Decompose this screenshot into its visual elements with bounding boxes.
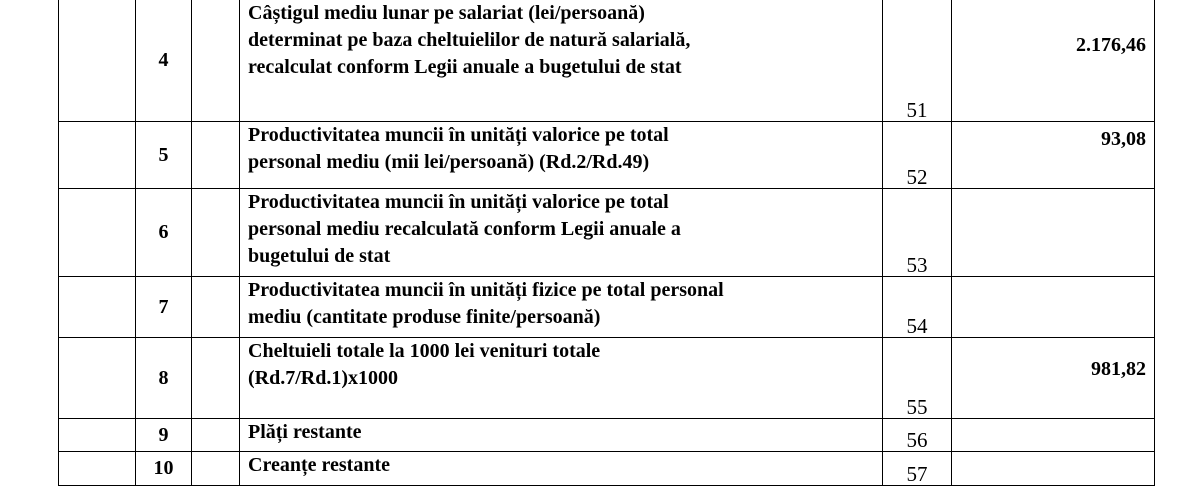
outer-cell xyxy=(59,0,136,122)
table-row xyxy=(59,189,1155,277)
indicator-value xyxy=(952,277,1155,338)
indicator-value: 2.176,46 xyxy=(952,0,1155,122)
outer-cell xyxy=(59,338,136,419)
blank-cell xyxy=(192,277,240,338)
indicator-description: Productivitatea muncii în unități fizice pe total personal mediu (cantitate produse finite/persoană) xyxy=(240,277,883,338)
indicator-description: Câștigul mediu lunar pe salariat (lei/persoană) determinat pe baza cheltuielilor de natură salarială, recalculat conform Legii anuale a bugetului de stat xyxy=(240,0,883,122)
row-number: 9 xyxy=(136,419,192,452)
table-row xyxy=(59,0,1155,122)
indicators-table-page xyxy=(58,0,1146,486)
blank-cell xyxy=(192,189,240,277)
blank-cell xyxy=(192,338,240,419)
row-code: 52 xyxy=(883,122,952,189)
indicator-description: Plăți restante xyxy=(240,419,883,452)
indicator-value xyxy=(952,452,1155,486)
indicator-value: 93,08 xyxy=(952,122,1155,189)
table-row xyxy=(59,277,1155,338)
row-number: 5 xyxy=(136,122,192,189)
indicator-description: Cheltuieli totale la 1000 lei venituri totale (Rd.7/Rd.1)x1000 xyxy=(240,338,883,419)
row-number: 8 xyxy=(136,338,192,419)
blank-cell xyxy=(192,419,240,452)
blank-cell xyxy=(192,122,240,189)
outer-cell xyxy=(59,419,136,452)
outer-cell xyxy=(59,122,136,189)
blank-cell xyxy=(192,452,240,486)
indicator-value xyxy=(952,419,1155,452)
indicator-description: Productivitatea muncii în unități valorice pe total personal mediu recalculată conform Legii anuale a bugetului de stat xyxy=(240,189,883,277)
table-row xyxy=(59,338,1155,419)
indicator-description: Creanțe restante xyxy=(240,452,883,486)
row-number: 6 xyxy=(136,189,192,277)
row-code: 54 xyxy=(883,277,952,338)
row-code: 56 xyxy=(883,419,952,452)
table-row xyxy=(59,452,1155,486)
indicator-value xyxy=(952,189,1155,277)
indicators-table xyxy=(58,0,1155,486)
indicator-value: 981,82 xyxy=(952,338,1155,419)
outer-cell xyxy=(59,452,136,486)
row-number: 10 xyxy=(136,452,192,486)
table-row xyxy=(59,122,1155,189)
blank-cell xyxy=(192,0,240,122)
row-number: 7 xyxy=(136,277,192,338)
indicator-description: Productivitatea muncii în unități valorice pe total personal mediu (mii lei/persoană) (Rd.2/Rd.49) xyxy=(240,122,883,189)
row-code: 57 xyxy=(883,452,952,486)
row-code: 53 xyxy=(883,189,952,277)
row-number: 4 xyxy=(136,0,192,122)
outer-cell xyxy=(59,189,136,277)
row-code: 51 xyxy=(883,0,952,122)
outer-cell xyxy=(59,277,136,338)
table-row xyxy=(59,419,1155,452)
row-code: 55 xyxy=(883,338,952,419)
